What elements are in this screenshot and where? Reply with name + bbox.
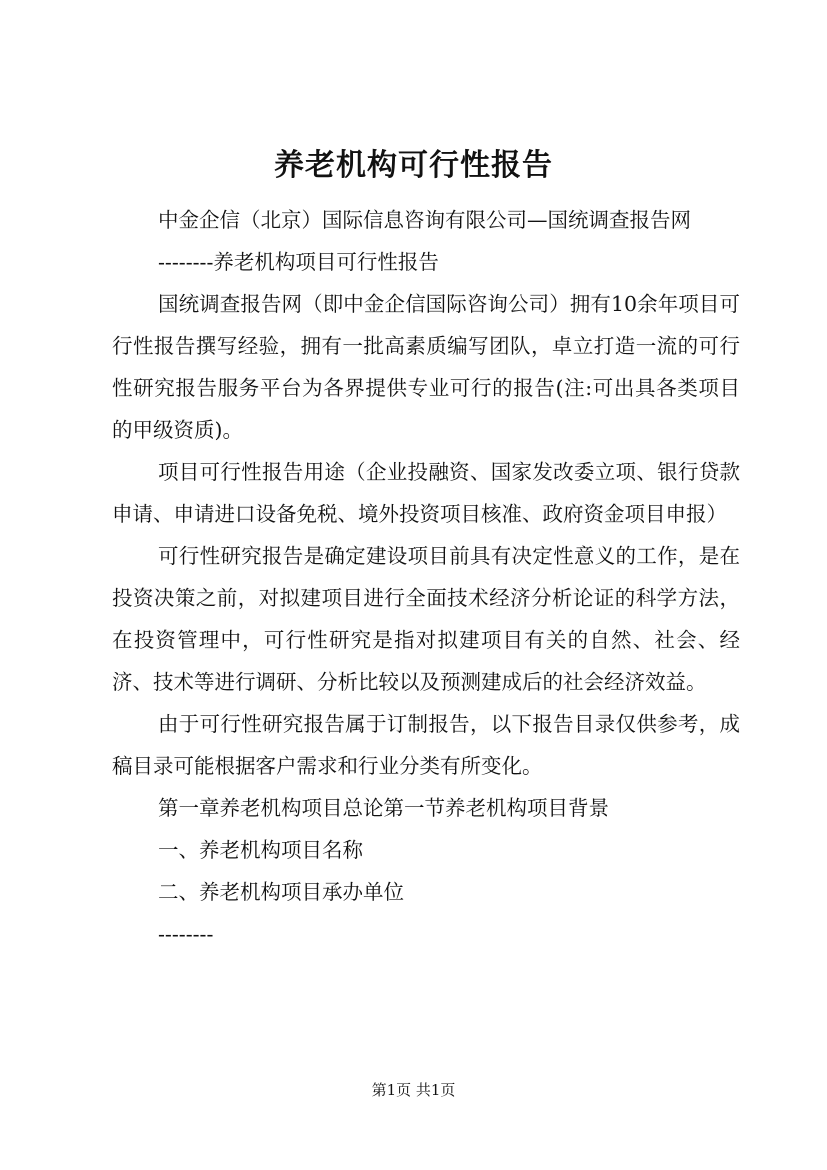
paragraph-note: 由于可行性研究报告属于订制报告，以下报告目录仅供参考，成稿目录可能根据客户需求和行业分类有所变化。 [112, 712, 740, 778]
paragraph-report-subtitle: --------养老机构项目可行性报告 [158, 250, 439, 274]
paragraph-intro: 国统调查报告网（即中金企信国际咨询公司）拥有10余年项目可行性报告撰写经验，拥有一批高素质编写团队，卓立打造一流的可行性研究报告服务平台为各界提供专业可行的报告(注:可出具各类项目的甲级资质)。 [112, 292, 740, 442]
paragraph-chapter-one: 第一章养老机构项目总论第一节养老机构项目背景 [158, 796, 609, 820]
paragraph-divider: -------- [158, 922, 214, 946]
paragraph-definition: 可行性研究报告是确定建设项目前具有决定性意义的工作，是在投资决策之前，对拟建项目进行全面技术经济分析论证的科学方法，在投资管理中，可行性研究是指对拟建项目有关的自然、社会、经济、技术等进行调研、分析比较以及预测建成后的社会经济效益。 [112, 544, 740, 694]
document-title: 养老机构可行性报告 [274, 148, 553, 183]
page-footer: 第1页 共1页 [371, 1081, 456, 1099]
paragraph-company: 中金企信（北京）国际信息咨询有限公司—国统调查报告网 [158, 208, 691, 232]
document-body [112, 199, 740, 955]
paragraph-item-organizer: 二、养老机构项目承办单位 [158, 880, 404, 904]
paragraph-uses: 项目可行性报告用途（企业投融资、国家发改委立项、银行贷款申请、申请进口设备免税、境外投资项目核准、政府资金项目申报） [112, 460, 740, 526]
paragraph-item-name: 一、养老机构项目名称 [158, 838, 363, 862]
